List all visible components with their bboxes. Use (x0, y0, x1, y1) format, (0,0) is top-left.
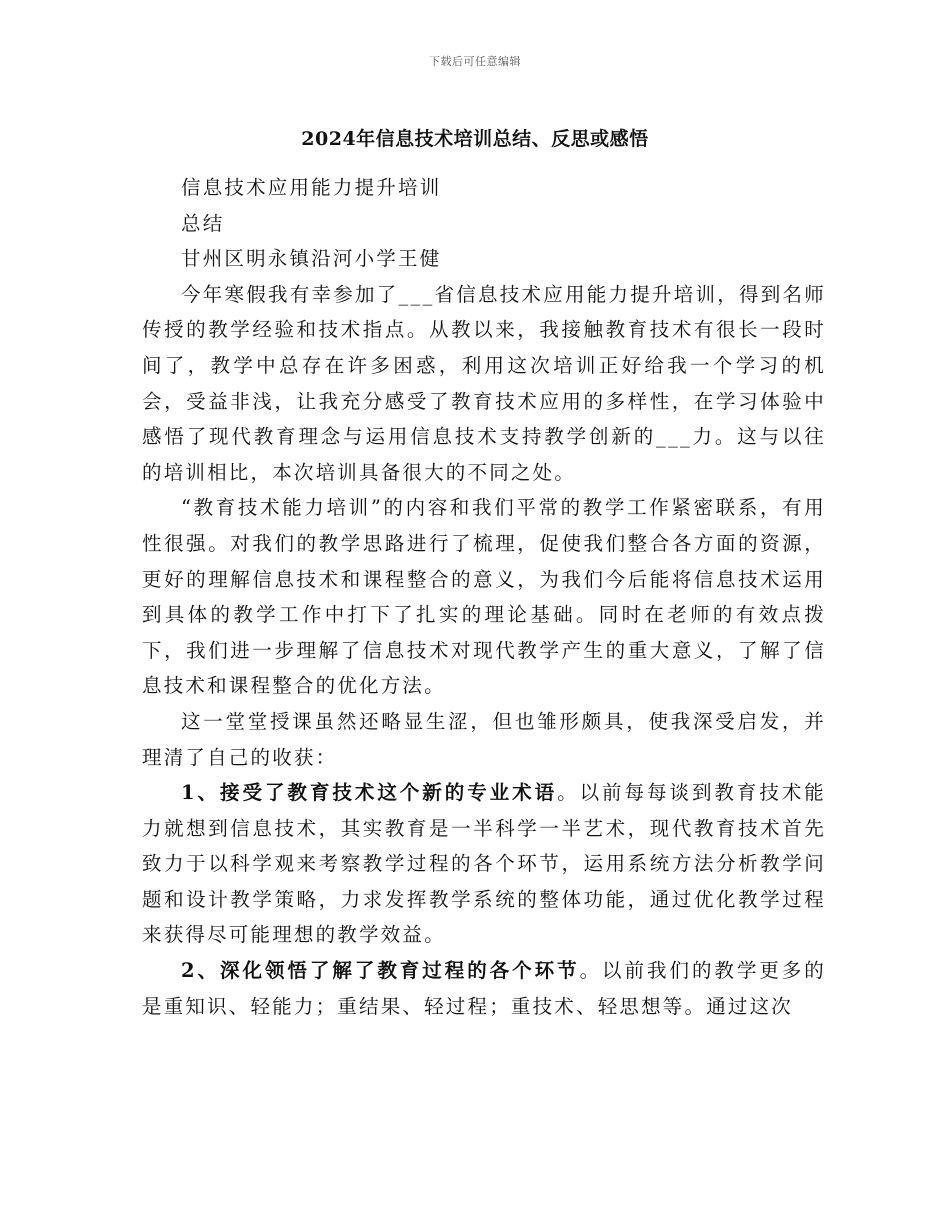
document-title: 2024年信息技术培训总结、反思或感悟 (301, 128, 649, 150)
paragraph: 今年寒假我有幸参加了___省信息技术应用能力提升培训，得到名师传授的教学经验和技术指点。从教以来，我接触教育技术有很长一段时间了，教学中总存在许多困惑，利用这次培训正好给我一个学习的机会，受益非浅，让我充分感受了教育技术应用的多样性，在学习体验中感悟了现代教育理念与运用信息技术支持教学创新的___力。这与以往的培训相比，本次培训具备很大的不同之处。 (142, 282, 826, 484)
header-note: 下载后可任意编辑 (429, 55, 521, 68)
intro-line: 总结 (181, 211, 225, 235)
intro-line: 甘州区明永镇沿河小学王健 (181, 247, 442, 271)
paragraph: “教育技术能力培训”的内容和我们平常的教学工作紧密联系，有用性很强。对我们的教学思路进行了梳理，促使我们整合各方面的资源，更好的理解信息技术和课程整合的意义，为我们今后能将信息技术运用到具体的教学工作中打下了扎实的理论基础。同时在老师的有效点拨下，我们进一步理解了信息技术对现代教学产生的重大意义，了解了信息技术和课程整合的优化方法。 (142, 496, 826, 698)
point-text: 。以前我们的教学更多的是重知识、轻能力；重结果、轻过程；重技术、轻思想等。通过这次 (142, 959, 827, 1018)
point-heading: 1、接受了教育技术这个新的专业术语 (181, 781, 558, 805)
document-body (142, 170, 826, 1024)
paragraph: 这一堂堂授课虽然还略显生涩，但也雏形颇具，使我深受启发，并理清了自己的收获： (142, 709, 826, 769)
paragraph (142, 953, 826, 1024)
point-text: 。以前每每谈到教育技术能力就想到信息技术，其实教育是一半科学一半艺术，现代教育技术首先致力于以科学观来考察教学过程的各个环节，运用系统方法分析教学问题和设计教学策略，力求发挥教学系统的整体功能，通过优化教学过程来获得尽可能理想的教学效益。 (142, 781, 827, 947)
paragraph (142, 775, 826, 953)
point-heading: 2、深化领悟了解了教育过程的各个环节 (181, 959, 580, 983)
intro-line: 信息技术应用能力提升培训 (181, 176, 442, 199)
